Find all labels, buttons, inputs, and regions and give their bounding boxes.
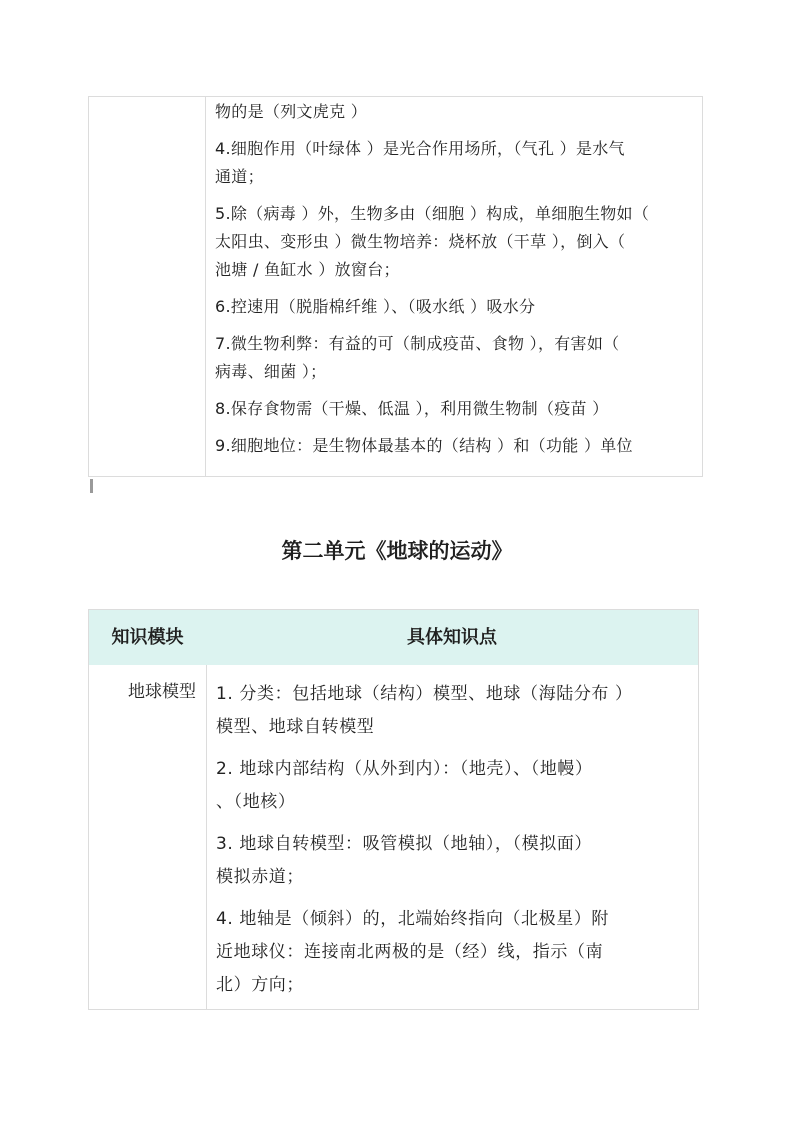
point-line: 4. 地轴是（倾斜）的，北端始终指向（北极星）附 [216, 909, 610, 929]
table-row [89, 665, 698, 1009]
point-line: 北）方向； [216, 975, 304, 995]
point-line: 6.控速用（脱脂棉纤维 ）、（吸水纸 ）吸水分 [215, 297, 536, 316]
point-line: 、（地核） [216, 792, 296, 812]
point-line: 太阳虫、变形虫 ）微生物培养：烧杯放（干草 ），倒入（ [215, 232, 626, 251]
header-points: 具体知识点 [407, 627, 497, 648]
point-line: 病毒、细菌 ）； [215, 362, 327, 381]
unit-title: 第二单元《地球的运动》 [281, 539, 513, 563]
point-line: 5.除（病毒 ）外，生物多由（细胞 ）构成，单细胞生物如（ [215, 204, 650, 223]
point-line: 4.细胞作用（叶绿体 ）是光合作用场所，（气孔 ）是水气 [215, 139, 625, 158]
point-line: 3. 地球自转模型：吸管模拟（地轴），（模拟面） [216, 834, 593, 854]
point-line: 模型、地球自转模型 [216, 717, 375, 737]
module-cell-empty [89, 97, 206, 476]
point-line: 9.细胞地位：是生物体最基本的（结构 ）和（功能 ）单位 [215, 436, 633, 455]
knowledge-table-continued [88, 96, 703, 477]
point-line: 8.保存食物需（干燥、低温 ），利用微生物制（疫苗 ） [215, 399, 609, 418]
module-name: 地球模型 [128, 682, 196, 702]
points-cell [206, 678, 698, 1002]
table-header [89, 610, 698, 665]
knowledge-table [88, 609, 699, 1010]
point-line: 池塘 / 鱼缸水 ）放窗台； [215, 260, 400, 279]
point-line: 模拟赤道； [216, 867, 304, 887]
point-line: 1. 分类：包括地球（结构）模型、地球（海陆分布 ） [216, 684, 633, 704]
points-cell [206, 97, 702, 459]
text-cursor-mark [90, 479, 93, 493]
point-line: 通道； [215, 167, 264, 186]
point-line: 近地球仪：连接南北两极的是（经）线，指示（南 [216, 942, 604, 962]
point-line: 物的是（列文虎克 ） [215, 102, 368, 121]
point-line: 7.微生物利弊：有益的可（制成疫苗、食物 ），有害如（ [215, 334, 620, 353]
header-module: 知识模块 [111, 627, 184, 648]
point-line: 2. 地球内部结构（从外到内）：（地壳）、（地幔） [216, 759, 593, 779]
